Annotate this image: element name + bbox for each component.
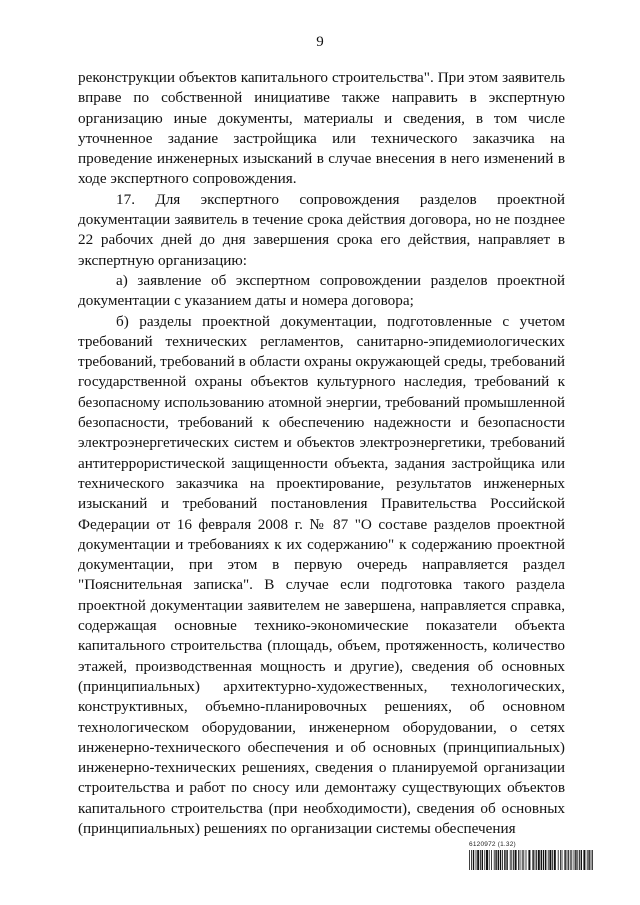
barcode-bar — [568, 850, 569, 870]
barcode-bar — [471, 850, 472, 870]
barcode-bar — [511, 850, 512, 870]
document-body — [78, 68, 565, 839]
barcode-bar — [552, 850, 553, 870]
barcode-bar — [476, 850, 477, 870]
barcode-bar — [536, 850, 537, 870]
barcode-bar — [567, 850, 568, 870]
barcode-bar — [549, 850, 551, 870]
barcode-bar — [564, 850, 565, 870]
barcode-bar — [570, 850, 571, 870]
barcode-bar — [473, 850, 474, 870]
barcode-bar — [560, 850, 561, 870]
barcode-bar — [494, 850, 495, 870]
barcode-bar — [523, 850, 524, 870]
barcode-bar — [500, 850, 501, 870]
paragraph-continuation: реконструкции объектов капитального строительства". При этом заявитель вправе по собственной инициативе также направить в экспертную организацию иные документы, материалы и сведения, в том числе уточненное задание застройщика или технического заказчика на проведение инженерных изысканий в случае внесения в него изменений в ходе экспертного сопровождения. — [78, 69, 565, 188]
barcode-bar — [477, 850, 479, 870]
document-code: 6120972 (1.32) — [469, 841, 516, 848]
barcode-bar — [545, 850, 546, 870]
barcode-bar — [579, 850, 580, 870]
barcode-bar — [528, 850, 530, 870]
barcode-bar — [541, 850, 542, 870]
barcode-bar — [482, 850, 483, 870]
page-number: 9 — [316, 34, 324, 50]
barcode-bar — [506, 850, 507, 870]
barcode-bar — [583, 850, 585, 870]
barcode-bar — [518, 850, 519, 870]
barcode-bar — [554, 850, 556, 870]
barcode-bar — [532, 850, 533, 870]
barcode-bar — [577, 850, 578, 870]
barcode-bar — [484, 850, 485, 870]
barcode-bar — [538, 850, 540, 870]
barcode-bar — [574, 850, 575, 870]
barcode-bar — [480, 850, 481, 870]
barcode-bar — [491, 850, 492, 870]
barcode-bar — [562, 850, 563, 870]
barcode-bar — [522, 850, 523, 870]
barcode-bar — [469, 850, 470, 870]
barcode-bar — [498, 850, 499, 870]
barcode-bar — [548, 850, 549, 870]
paragraph-subitem-a: а) заявление об экспертном сопровождении разделов проектной документации с указанием даты и номера договора; — [78, 271, 565, 310]
barcode-bar — [535, 850, 536, 870]
barcode-bar — [558, 850, 559, 870]
barcode-bar — [575, 850, 576, 870]
barcode-bar — [588, 850, 589, 870]
barcode-bar — [571, 850, 572, 870]
barcode-bar — [486, 850, 488, 870]
barcode-bar — [513, 850, 514, 870]
paragraph-subitem-b: б) разделы проектной документации, подготовленные с учетом требований технических регламентов, санитарно-эпидемиологических требований, требований в области охраны окружающей среды, требований государственной охраны объектов культурного наследия, требований к безопасному использованию атомной энергии, требований промышленной безопасности, требований к обеспечению надежности и безопасности электроэнергетических систем и объектов электроэнергетики, требований антитеррористической защищенности объекта, задания застройщика или технического заказчика на проектирование, результатов инженерных изысканий и требований постановления Правительства Российской Федерации от 16 февраля 2008 г. № 87 "О составе разделов проектной документации и требованиях к их содержанию" к содержанию проектной документации, при этом в первую очередь направляется раздел "Пояснительная записка". В случае если подготовка такого раздела проектной документации заявителем не завершена, направляется справка, содержащая основные технико-экономические показатели объекта капитального строительства (площадь, объем, протяженность, количество этажей, производственная мощность и другие), сведения об основных (принципиальных) архитектурно-художественных, технологических, конструктивных, объемно-планировочных решениях, об основном технологическом оборудовании, инженерном оборудовании, о сетях инженерно-технического обеспечения и об основных (принципиальных) инженерно-технических решениях, сведения о планируемой организации строительства и работ по сносу или демонтажу существующих объектов капитального строительства (при необходимости), сведения об основных (принципиальных) решениях по организации системы обеспечения — [78, 312, 566, 837]
barcode-bar — [591, 850, 592, 870]
barcode-image — [469, 850, 594, 870]
barcode-bar — [543, 850, 544, 870]
barcode-bar — [587, 850, 588, 870]
paragraph-item-17: 17. Для экспертного сопровождения разделов проектной документации заявитель в течение срока действия договора, но не позднее 22 рабочих дней до дня завершения срока его действия, направляет в экспертную организацию: — [78, 190, 565, 269]
barcode-bar — [495, 850, 496, 870]
barcode-bar — [502, 850, 503, 870]
barcode-bar — [520, 850, 521, 870]
barcode-bar — [489, 850, 490, 870]
barcode-bar — [581, 850, 582, 870]
barcode-bar — [592, 850, 593, 870]
barcode-bar — [504, 850, 505, 870]
barcode-bar — [526, 850, 527, 870]
barcode-bar — [510, 850, 511, 870]
barcode-bar — [515, 850, 517, 870]
